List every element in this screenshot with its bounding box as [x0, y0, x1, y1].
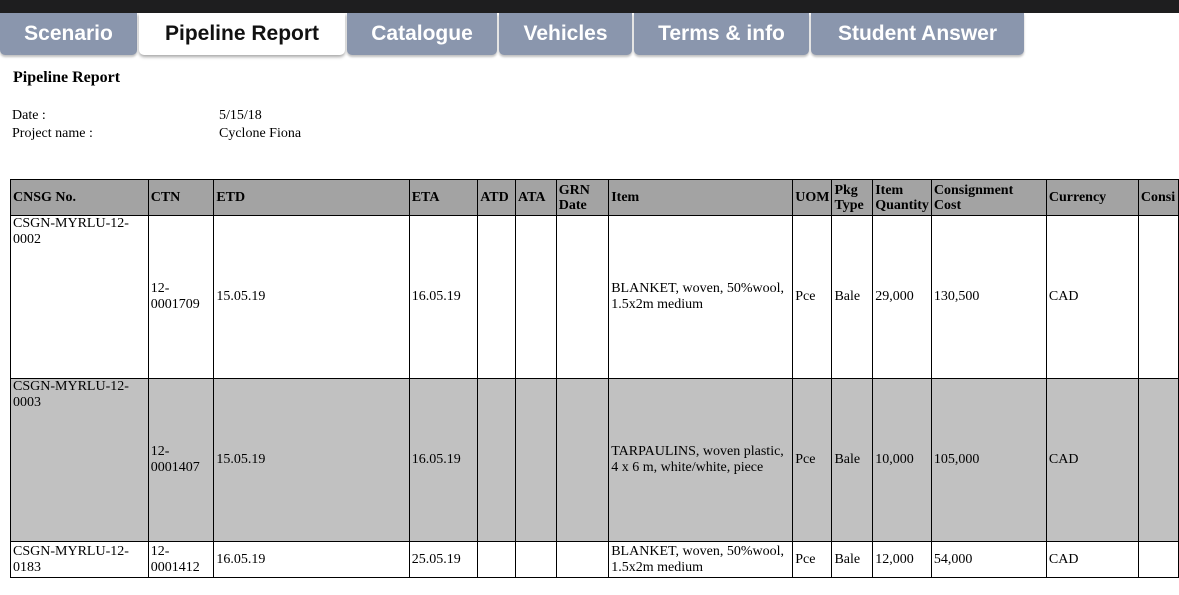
cell-cnsg: CSGN-MYRLU-12-0002 [11, 216, 149, 379]
tab-terms-info[interactable]: Terms & info [634, 13, 809, 55]
cell-etd: 15.05.19 [214, 379, 409, 542]
cell-atd [478, 542, 516, 578]
col-header-atd: ATD [478, 180, 516, 216]
cell-consignment-cost: 130,500 [931, 216, 1046, 379]
cell-item: TARPAULINS, woven plastic, 4 x 6 m, white/white, piece [609, 379, 793, 542]
cell-eta: 16.05.19 [409, 216, 478, 379]
col-header-item-quantity: Item Quantity [873, 180, 932, 216]
cell-cnsg: CSGN-MYRLU-12-0183 [11, 542, 149, 578]
cell-etd: 15.05.19 [214, 216, 409, 379]
col-header-etd: ETD [214, 180, 409, 216]
tab-scenario[interactable]: Scenario [0, 13, 137, 55]
cell-item-quantity: 10,000 [873, 379, 932, 542]
cell-ata [516, 379, 557, 542]
cell-consi [1138, 379, 1178, 542]
tab-student-answer[interactable]: Student Answer [811, 13, 1024, 55]
col-header-grn-date: GRN Date [556, 180, 608, 216]
cell-pkg-type: Bale [832, 379, 873, 542]
date-label: Date : [12, 108, 46, 123]
cell-consi [1138, 542, 1178, 578]
cell-item: BLANKET, woven, 50%wool, 1.5x2m medium [609, 216, 793, 379]
cell-ata [516, 216, 557, 379]
cell-currency: CAD [1046, 216, 1138, 379]
cell-pkg-type: Bale [832, 542, 873, 578]
project-name-value: Cyclone Fiona [219, 126, 302, 141]
cell-consignment-cost: 54,000 [931, 542, 1046, 578]
col-header-pkg-type: Pkg Type [832, 180, 873, 216]
cell-etd: 16.05.19 [214, 542, 409, 578]
report-title: Pipeline Report [13, 69, 121, 86]
cell-ata [516, 542, 557, 578]
cell-grn-date [556, 379, 608, 542]
cell-item-quantity: 29,000 [873, 216, 932, 379]
tab-catalogue[interactable]: Catalogue [347, 13, 497, 55]
cell-currency: CAD [1046, 379, 1138, 542]
tab-vehicles[interactable]: Vehicles [499, 13, 632, 55]
cell-atd [478, 379, 516, 542]
cell-item-quantity: 12,000 [873, 542, 932, 578]
table-row [11, 379, 1179, 542]
top-bar [0, 0, 1179, 13]
cell-consignment-cost: 105,000 [931, 379, 1046, 542]
date-value: 5/15/18 [219, 108, 262, 123]
cell-uom: Pce [793, 542, 832, 578]
col-header-currency: Currency [1046, 180, 1138, 216]
cell-grn-date [556, 216, 608, 379]
col-header-consignment-cost: Consignment Cost [931, 180, 1046, 216]
table-row [11, 542, 1179, 578]
cell-item: BLANKET, woven, 50%wool, 1.5x2m medium [609, 542, 793, 578]
table-header-row [11, 180, 1179, 216]
cell-ctn: 12-0001407 [148, 379, 214, 542]
cell-pkg-type: Bale [832, 216, 873, 379]
cell-grn-date [556, 542, 608, 578]
cell-currency: CAD [1046, 542, 1138, 578]
tab-pipeline-report[interactable]: Pipeline Report [139, 13, 345, 55]
cell-consi [1138, 216, 1178, 379]
col-header-ata: ATA [516, 180, 557, 216]
project-name-label: Project name : [12, 126, 93, 141]
cell-ctn: 12-0001412 [148, 542, 214, 578]
cell-eta: 25.05.19 [409, 542, 478, 578]
cell-ctn: 12-0001709 [148, 216, 214, 379]
col-header-item: Item [609, 180, 793, 216]
cell-uom: Pce [793, 216, 832, 379]
tab-bar [0, 13, 1179, 57]
col-header-consi: Consi [1138, 180, 1178, 216]
pipeline-table [10, 179, 1179, 578]
col-header-cnsg: CNSG No. [11, 180, 149, 216]
col-header-uom: UOM [793, 180, 832, 216]
col-header-ctn: CTN [148, 180, 214, 216]
cell-uom: Pce [793, 379, 832, 542]
col-header-eta: ETA [409, 180, 478, 216]
cell-atd [478, 216, 516, 379]
cell-eta: 16.05.19 [409, 379, 478, 542]
cell-cnsg: CSGN-MYRLU-12-0003 [11, 379, 149, 542]
table-row [11, 216, 1179, 379]
